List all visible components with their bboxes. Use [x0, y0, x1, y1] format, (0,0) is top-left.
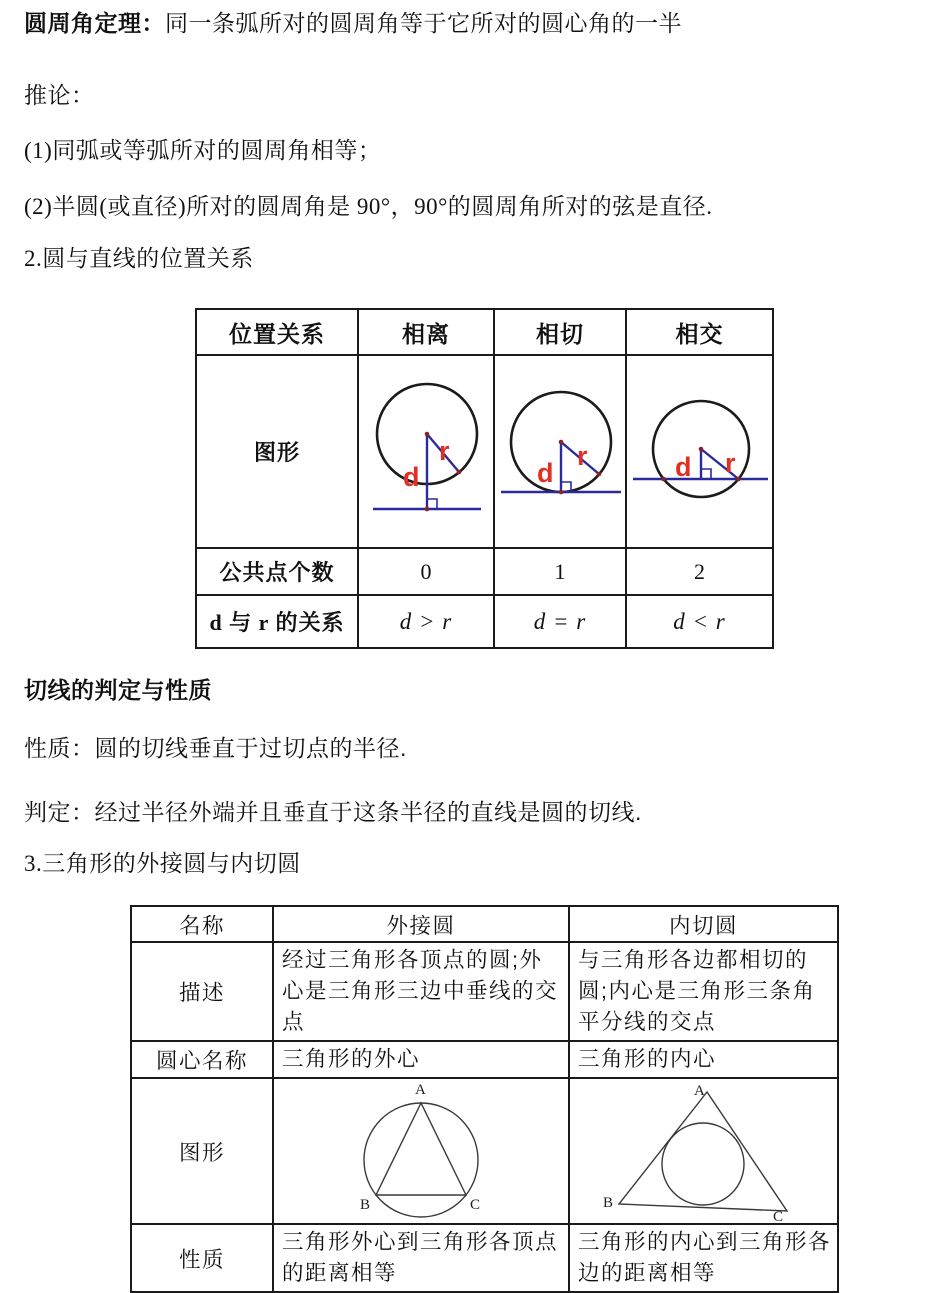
header-position-relation: 位置关系: [196, 309, 358, 355]
center-name-row: [131, 1041, 838, 1078]
header-inscribed: 内切圆: [569, 906, 838, 942]
common-points-row: [196, 548, 773, 595]
section3-title: 3.三角形的外接圆与内切圆: [24, 851, 301, 876]
tangency-dot: [559, 490, 564, 495]
section2-title: 2.圆与直线的位置关系: [24, 246, 254, 271]
header-circumscribed: 外接圆: [273, 906, 569, 942]
inscribed-circle-diagram: [599, 1080, 809, 1222]
right-angle-marker: [701, 469, 711, 479]
points-count-separate: 0: [358, 548, 494, 595]
corollary-1: (1)同弧或等弧所对的圆周角相等；: [24, 138, 382, 163]
center-name-label: 圆心名称: [131, 1041, 273, 1078]
relation-tangent: d = r: [494, 595, 626, 648]
separate-line-circle-diagram: [359, 364, 495, 539]
diagram-cell-separate: [358, 355, 494, 548]
center-dot: [699, 447, 704, 452]
foot-dot: [425, 507, 430, 512]
intersection-dot-left: [661, 477, 666, 482]
corollary-label: 推论：: [24, 82, 95, 108]
theorem-paragraph: [24, 8, 945, 38]
vertex-c-label: C: [470, 1197, 482, 1213]
center-name-circumscribed: 三角形的外心: [273, 1041, 569, 1078]
radius-end-dot: [457, 470, 462, 475]
vertex-c-label: C: [772, 1209, 785, 1222]
relation-separate: d > r: [358, 595, 494, 648]
header-name: 名称: [131, 906, 273, 942]
intersecting-line-circle-diagram: [627, 364, 774, 539]
theorem-text: 同一条弧所对的圆周角等于它所对的圆心角的一半: [165, 10, 682, 36]
property-row: [131, 1224, 838, 1292]
circumscribed-circle-diagram: [316, 1080, 526, 1222]
intersection-dot-right: [736, 477, 741, 482]
diagram-cell-intersect: [626, 355, 773, 548]
property-inscribed: 三角形的内心到三角形各边的距离相等: [569, 1224, 838, 1292]
tangent-judgement: 判定：经过半径外端并且垂直于这条半径的直线是圆的切线.: [24, 799, 642, 825]
d-label: d: [675, 452, 692, 482]
r-label: r: [439, 436, 450, 466]
figure-row: [196, 355, 773, 548]
tangent-section-heading: 切线的判定与性质: [24, 677, 212, 703]
table-header-row: [196, 309, 773, 355]
d-r-relation-label: d 与 r 的关系: [196, 595, 358, 648]
vertex-b-label: B: [360, 1197, 372, 1213]
tangent-line-circle-diagram: [495, 364, 627, 539]
description-label: 描述: [131, 942, 273, 1041]
table2-header-row: [131, 906, 838, 942]
inscribed-triangle: [376, 1103, 466, 1195]
center-dot: [425, 432, 430, 437]
table2-figure-row: [131, 1078, 838, 1224]
vertex-a-label: A: [415, 1082, 428, 1098]
document-page: [0, 8, 945, 1293]
description-circumscribed: 经过三角形各顶点的圆;外心是三角形三边中垂线的交点: [273, 942, 569, 1041]
points-count-tangent: 1: [494, 548, 626, 595]
corollary-2: (2)半圆(或直径)所对的圆周角是 90°，90°的圆周角所对的弦是直径.: [24, 194, 713, 219]
theorem-label: 圆周角定理：: [24, 10, 165, 36]
description-row: [131, 942, 838, 1041]
property-circumscribed: 三角形外心到三角形各顶点的距离相等: [273, 1224, 569, 1292]
circumscribed-diagram-cell: [273, 1078, 569, 1224]
common-points-label: 公共点个数: [196, 548, 358, 595]
header-tangent: 相切: [494, 309, 626, 355]
description-inscribed: 与三角形各边都相切的圆;内心是三角形三条角平分线的交点: [569, 942, 838, 1041]
property-label: 性质: [131, 1224, 273, 1292]
table2-figure-label: 图形: [131, 1078, 273, 1224]
tangent-property: 性质：圆的切线垂直于过切点的半径.: [24, 735, 407, 761]
inscribed-diagram-cell: [569, 1078, 838, 1224]
vertex-a-label: A: [693, 1083, 706, 1099]
header-intersect: 相交: [626, 309, 773, 355]
line-circle-position-table: [195, 308, 774, 649]
r-label: r: [725, 448, 736, 478]
center-name-inscribed: 三角形的内心: [569, 1041, 838, 1078]
d-label: d: [403, 462, 420, 492]
circumscribed-inscribed-table: [130, 905, 839, 1293]
header-separate: 相离: [358, 309, 494, 355]
d-label: d: [537, 458, 554, 488]
diagram-cell-tangent: [494, 355, 626, 548]
figure-row-label: 图形: [196, 355, 358, 548]
vertex-b-label: B: [602, 1195, 615, 1211]
radius-end-dot: [597, 472, 602, 477]
relation-intersect: d < r: [626, 595, 773, 648]
r-label: r: [577, 441, 588, 471]
d-r-relation-row: [196, 595, 773, 648]
inscribed-circle: [662, 1123, 744, 1205]
points-count-intersect: 2: [626, 548, 773, 595]
center-dot: [559, 440, 564, 445]
circumscribed-circle: [364, 1103, 478, 1217]
outer-triangle: [619, 1092, 787, 1211]
